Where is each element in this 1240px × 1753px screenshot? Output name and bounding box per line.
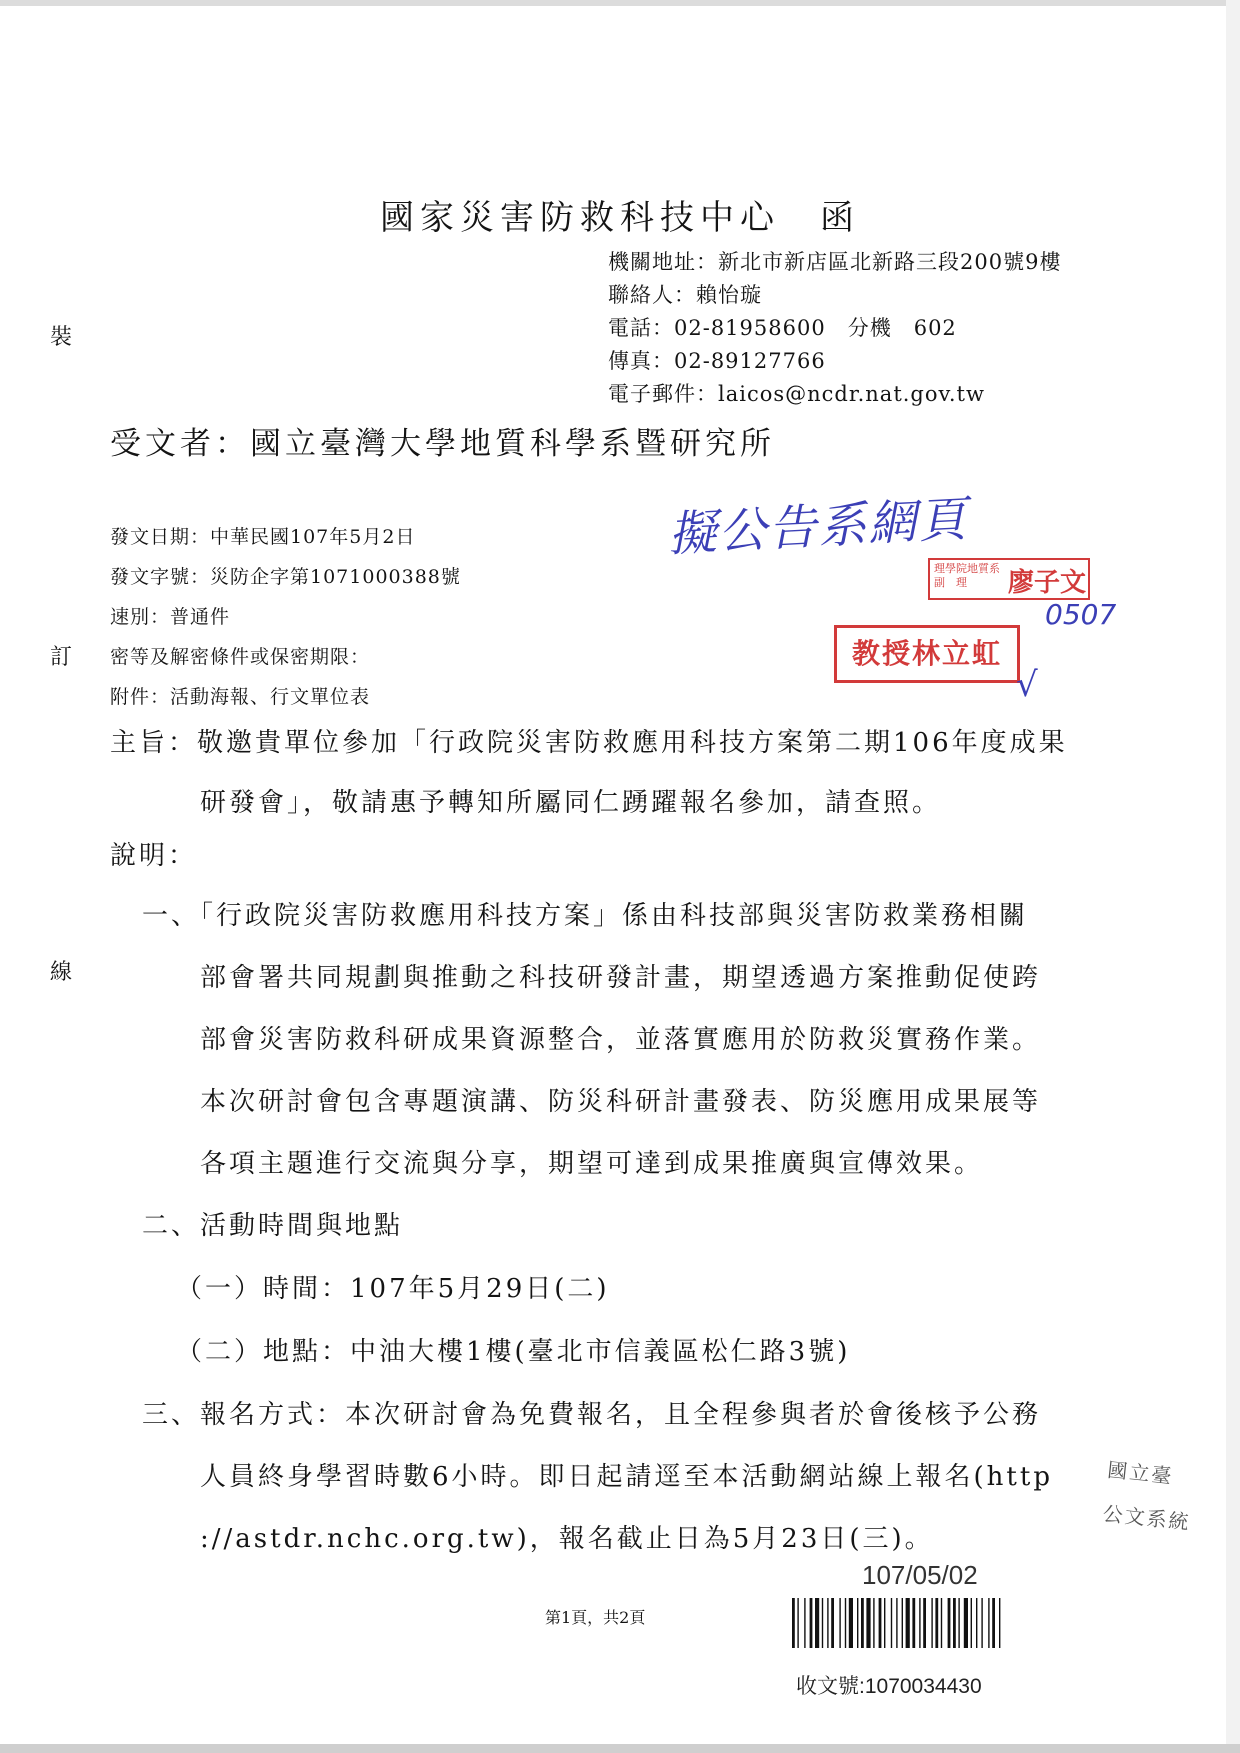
barcode-bar (992, 1598, 995, 1648)
barcode-bar (999, 1598, 1000, 1648)
binding-mark-xian: 線 (50, 960, 73, 985)
barcode-bar (931, 1598, 932, 1648)
speed-class: 速別：普通件 (110, 606, 231, 628)
binding-mark-zhuang: 裝 (50, 325, 73, 350)
barcode-bar (873, 1598, 874, 1648)
barcode-bar (891, 1598, 892, 1648)
receipt-number: 收文號:1070034430 (796, 1675, 982, 1698)
barcode-bar (810, 1598, 813, 1648)
barcode-bar (912, 1598, 915, 1648)
dept-seal (928, 558, 1090, 600)
barcode-bar (902, 1598, 903, 1648)
document-title: 國家災害防救科技中心 函 (380, 198, 860, 238)
handwritten-check-icon: √ (1016, 665, 1038, 705)
barcode-bar (935, 1598, 938, 1648)
barcode-bar (971, 1598, 972, 1648)
explanation-item1-line: 部會署共同規劃與推動之科技研發計畫，期望透過方案推動促使跨 (200, 963, 1042, 993)
barcode-bar (923, 1598, 926, 1648)
barcode-bar (849, 1598, 853, 1648)
org-address: 機關地址：新北市新店區北新路三段200號9樓 (608, 250, 1062, 274)
dept-seal-role: 副 理 (934, 576, 967, 589)
barcode-bar (879, 1598, 882, 1648)
barcode-bar (976, 1598, 977, 1648)
barcode-bar (857, 1598, 858, 1648)
scan-top-edge (0, 0, 1240, 6)
binding-mark-ding: 訂 (50, 645, 73, 670)
dept-seal-name: 廖子文 (1008, 568, 1087, 598)
explanation-item1-line: 本次研討會包含專題演講、防災科研計畫發表、防災應用成果展等 (200, 1087, 1042, 1117)
barcode-bar (831, 1598, 834, 1648)
barcode-bar (804, 1598, 805, 1648)
barcode-bar (948, 1598, 951, 1648)
dept-seal-dept (934, 562, 1000, 590)
ntu-system-stamp (1101, 1448, 1198, 1545)
scan-right-edge (1226, 0, 1240, 1753)
handwritten-note: 擬公告系網頁 (666, 491, 970, 563)
ntu-stamp-line-2: 公文系統 (1101, 1501, 1192, 1535)
barcode-bar (822, 1598, 823, 1648)
subject-line-1: 主旨：敬邀貴單位參加「行政院災害防救應用科技方案第二期106年度成果 (110, 728, 1068, 758)
barcode-bar (861, 1598, 864, 1648)
explanation-item3-line: ://astdr.nchc.org.tw)，報名截止日為5月23日(三)。 (200, 1524, 934, 1554)
security-level: 密等及解密條件或保密期限： (110, 646, 371, 668)
barcode-bar (953, 1598, 956, 1648)
org-email: 電子郵件：laicos@ncdr.nat.gov.tw (608, 382, 985, 406)
org-phone: 電話：02-81958600 分機 602 (608, 316, 957, 340)
explanation-item2-heading: 二、活動時間與地點 (142, 1211, 404, 1241)
barcode-bar (815, 1598, 819, 1648)
org-contact: 聯絡人：賴怡璇 (608, 283, 762, 307)
barcode-bar (988, 1598, 989, 1648)
handwritten-number: 0507 (1045, 598, 1117, 631)
barcode-bar (797, 1598, 798, 1648)
barcode-bar (884, 1598, 885, 1648)
professor-seal: 教授林立虹 (834, 625, 1020, 683)
event-place: （二）地點：中油大樓1樓(臺北市信義區松仁路3號) (176, 1337, 851, 1367)
document-number: 發文字號：災防企字第1071000388號 (110, 566, 461, 588)
barcode-bar (792, 1598, 795, 1648)
attachments: 附件：活動海報、行文單位表 (110, 686, 371, 708)
barcode-bar (958, 1598, 959, 1648)
explanation-item1-line: 一、「行政院災害防救應用科技方案」係由科技部與災害防救業務相關 (142, 901, 1029, 931)
explanation-item1-line: 各項主題進行交流與分享，期望可達到成果推廣與宣傳效果。 (200, 1149, 984, 1179)
explanation-heading: 說明： (110, 841, 198, 871)
barcode-bar (941, 1598, 942, 1648)
dept-seal-dept-name: 理學院地質系 (934, 562, 1000, 575)
barcode-bar (964, 1598, 968, 1648)
recipient: 受文者：國立臺灣大學地質科學系暨研究所 (110, 426, 775, 462)
barcode-bar (919, 1598, 920, 1648)
barcode-bar (896, 1598, 897, 1648)
barcode-bar (866, 1598, 870, 1648)
ntu-stamp-line-1: 國立臺 (1106, 1457, 1175, 1489)
received-date-stamp: 107/05/02 (862, 1560, 978, 1590)
explanation-item3-line: 三、報名方式：本次研討會為免費報名，且全程參與者於會後核予公務 (142, 1400, 1042, 1430)
barcode-bar (827, 1598, 828, 1648)
subject-line-2: 研發會」，敬請惠予轉知所屬同仁踴躍報名參加，請查照。 (200, 788, 942, 818)
barcode-bar (906, 1598, 910, 1648)
barcode-bar (981, 1598, 982, 1648)
barcode-bar (845, 1598, 846, 1648)
barcode (790, 1598, 1095, 1648)
explanation-item3-line: 人員終身學習時數6小時。即日起請逕至本活動網站線上報名(http (200, 1462, 1053, 1492)
org-fax: 傳真：02-89127766 (608, 349, 826, 373)
issue-date: 發文日期：中華民國107年5月2日 (110, 526, 416, 548)
scan-bottom-edge (0, 1744, 1240, 1753)
page-number: 第1頁，共2頁 (545, 1608, 646, 1627)
explanation-item1-line: 部會災害防救科研成果資源整合，並落實應用於防救災實務作業。 (200, 1025, 1042, 1055)
event-time: （一）時間：107年5月29日(二) (176, 1274, 610, 1304)
barcode-bar (839, 1598, 840, 1648)
